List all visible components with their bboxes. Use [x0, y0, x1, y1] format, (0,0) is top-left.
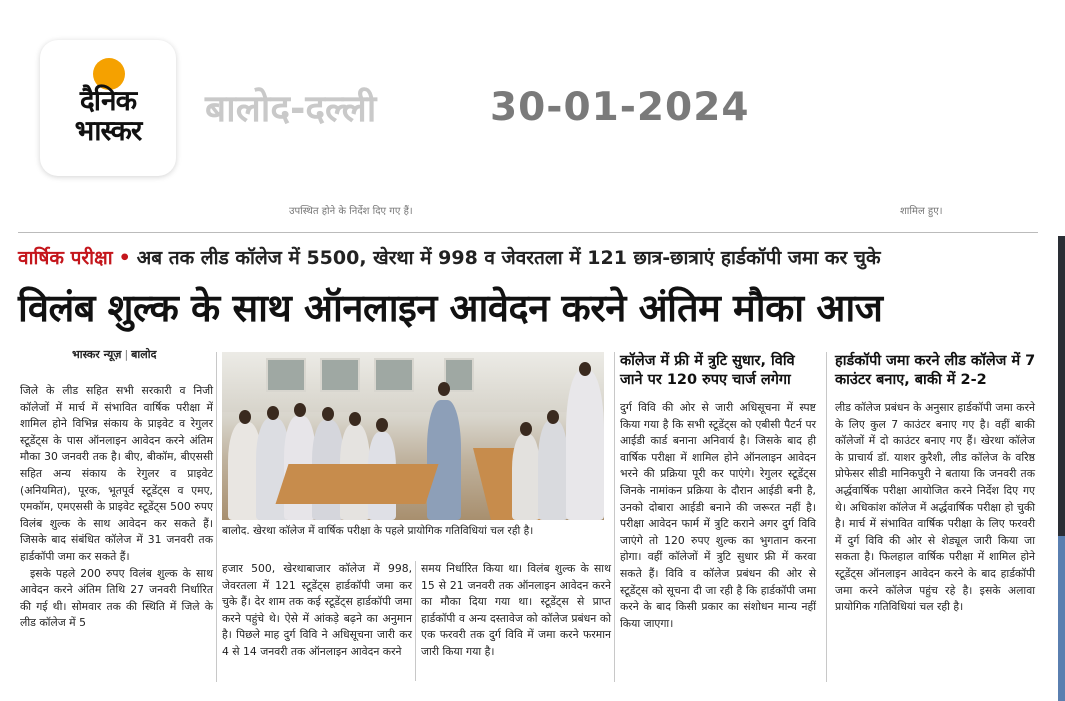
paragraph: लीड कॉलेज प्रबंधन के अनुसार हार्डकॉपी जमा करने के लिए कुल 7 काउंटर बनाए गए है। वहीं बाकी कॉलेजों में दो काउंटर बनाए गए हैं। खेरथा कॉलेज के प्राचार्य डॉ. याशर कुरैशी, लीड कॉलेज के वरिष्ठ प्रोफेसर सीडी मानिकपुरी ने बताया कि जनवरी तक अर्द्धवार्षिक परीक्षा आयोजित करने निर्देश दिए गए थे। अधिकांश कॉलेज में अर्द्धवार्षिक परीक्षा हो चुकी है। मार्च में संभावित वार्षिक परीक्षा के लिए फरवरी में दुर्ग विवि की ओर से शेड्यूल जारी किया जा सकता है। फिलहाल वार्षिक परीक्षा में शामिल होने स्टूडेंट्स ऑनलाइन आवेदन करने के बाद हार्डकॉपी जमा करने कॉलेज पहुंच रहे है। इसके अलावा प्रायोगिक गतिविधियां चल रही है। [835, 401, 1035, 614]
headline: विलंब शुल्क के साथ ऑनलाइन आवेदन करने अंतिम मौका आज [18, 286, 883, 330]
article-column-1 [20, 383, 213, 632]
paragraph: इसके पहले 200 रुपए विलंब शुल्क के साथ आवेदन करने अंतिम तिथि 27 जनवरी निर्धारित की गई थी। सोमवार तक की स्थिति में जिले के लीड कॉलेज में 5 [20, 566, 213, 630]
logo [40, 40, 176, 176]
paragraph: जिले के लीड सहित सभी सरकारी व निजी कॉलेजों में मार्च में संभावित वार्षिक परीक्षा में शामिल होने विभिन्न संकाय के प्राइवेट व रेगुलर स्टूडेंट्स के पास ऑनलाइन आवेदन करने अंतिम मौका 30 जनवरी तक है। बीए, बीकॉम, बीएससी सहित अन्य संकाय के रेगुलर व प्राइवेट (अनियमित), पूरक, भूतपूर्व स्टूडेंट्स व एमए, एमकॉम, एमएससी के प्राइवेट स्टूडेंट्स 500 रुपए विलंब शुल्क के साथ आवेदन कर सकते हैं। जिसके बाद संबंधित कॉलेज में 31 जनवरी तक हार्डकॉपी जमा कर सकते हैं। [20, 384, 213, 563]
logo-text-line1: दैनिक [79, 84, 137, 117]
kicker [18, 244, 1048, 272]
subheading: हार्डकॉपी जमा करने लीड कॉलेज में 7 काउंटर बनाए, बाकी में 2-2 [835, 353, 1036, 388]
column-rule [216, 352, 217, 682]
scan-edge [1058, 236, 1065, 536]
byline-place: बालोद [131, 348, 157, 361]
kicker-text: अब तक लीड कॉलेज में 5500, खेरथा में 998 व जेवरतला में 121 छात्र-छात्राएं हार्डकॉपी जमा कर चुके [136, 247, 881, 269]
paragraph: समय निर्धारित किया था। विलंब शुल्क के साथ 15 से 21 जनवरी तक ऑनलाइन आवेदन करने का मौका दिया गया था। स्टूडेंट्स से प्राप्त हार्डकॉपी व अन्य दस्तावेज को कॉलेज प्रबंधन को एक फरवरी तक दुर्ग विवि में जमा करने फरमान जारी किया गया है। [421, 562, 611, 658]
subheading: कॉलेज में फ्री में त्रुटि सुधार, विवि जाने पर 120 रुपए चार्ज लगेगा [620, 353, 795, 388]
column-rule [614, 352, 615, 682]
edition-name: बालोद-दल्ली [205, 87, 377, 130]
paragraph: हजार 500, खेरथाबाजार कॉलेज में 998, जेवरतला में 121 स्टूडेंट्स हार्डकॉपी जमा कर चुके हैं। देर शाम तक कई स्टूडेंट्स हार्डकॉपी जमा करने पहुंचे थे। ऐसे में आंकड़े बढ़ने का अनुमान है। पिछले माह दुर्ग विवि ने अधिसूचना जारी कर 4 से 14 जनवरी तक ऑनलाइन आवेदन करने [222, 562, 412, 658]
scan-edge [1058, 536, 1065, 701]
divider [18, 232, 1038, 233]
column-rule [826, 352, 827, 682]
article-column-4 [620, 400, 816, 632]
byline [72, 348, 156, 362]
byline-source: भास्कर न्यूज़ [72, 348, 122, 361]
paragraph: दुर्ग विवि की ओर से जारी अधिसूचना में स्पष्ट किया गया है कि सभी स्टूडेंट्स को एबीसी पैटर्न पर आईडी कार्ड बनाना अनिवार्य है। जिसके बाद ही वार्षिक परीक्षा में शामिल होने ऑनलाइन आवेदन भरने की प्रक्रिया पूरी कर पाएंगे। रेगुलर स्टूडेंट्स जिनके नामांकन प्रक्रिया के दौरान आईडी बनी है, उनको दोबारा आईडी बनाने की जरूरत नहीं है। परीक्षा आवेदन फार्म में त्रुटि कराने अगर दुर्ग विवि जाएंगे तो 120 रुपए शुल्क का भुगतान करना होगा। वहीं कॉलेजों में त्रुटि सुधार फ्री में करवा सकते हैं। विवि व कॉलेज प्रबंधन की ओर से स्टूडेंट्स को सूचना दी जा रही है कि हार्डकॉपी जमा करने के बाद किसी प्रकार का संशोधन मान्य नहीं किया जाएगा। [620, 401, 816, 630]
column-rule [415, 561, 416, 681]
article-column-2 [222, 561, 412, 661]
bleed-fragment: उपस्थित होने के निर्देश दिए गए हैं। [289, 206, 413, 217]
previous-story-bleed [74, 205, 1044, 219]
logo-text-line2: भास्कर [74, 114, 142, 147]
article-column-3 [421, 561, 611, 661]
publication-date: 30-01-2024 [490, 85, 750, 130]
photo-caption: बालोद. खेरथा कॉलेज में वार्षिक परीक्षा के पहले प्रायोगिक गतिविधियां चल रही है। [222, 525, 534, 537]
kicker-label: वार्षिक परीक्षा [18, 247, 113, 269]
article-column-5 [835, 400, 1035, 616]
byline-separator: | [124, 348, 129, 361]
article-photo [222, 352, 604, 520]
kicker-bullet: • [118, 247, 131, 269]
bleed-fragment: शामिल हुए। [900, 206, 943, 217]
